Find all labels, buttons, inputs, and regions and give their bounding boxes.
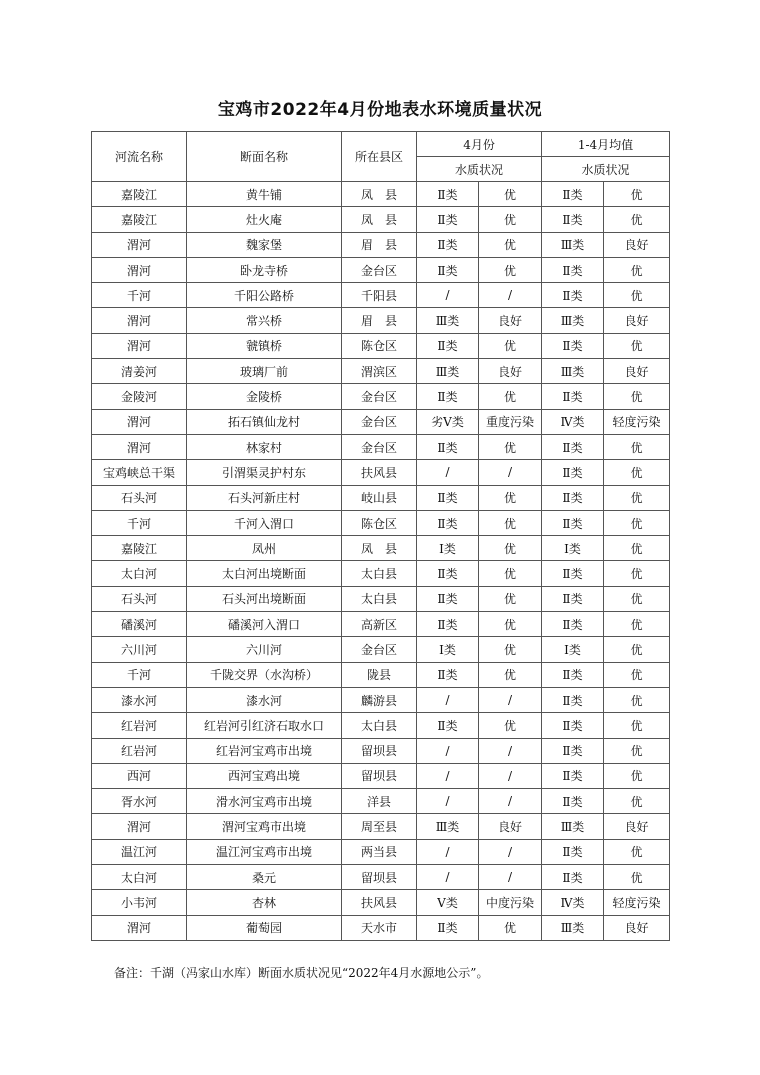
- cell-average-level: 优: [604, 865, 670, 890]
- cell-section: 磻溪河入渭口: [187, 612, 342, 637]
- cell-river: 嘉陵江: [92, 207, 187, 232]
- table-row: [92, 839, 670, 864]
- cell-county: 金台区: [342, 434, 417, 459]
- cell-average-class: Ⅱ类: [542, 283, 604, 308]
- cell-average-class: Ⅱ类: [542, 384, 604, 409]
- cell-county: 陈仓区: [342, 333, 417, 358]
- table-row: [92, 333, 670, 358]
- cell-april-class: Ⅱ类: [417, 434, 479, 459]
- table-header: [92, 132, 670, 182]
- cell-county: 周至县: [342, 814, 417, 839]
- cell-county: 眉 县: [342, 308, 417, 333]
- cell-river: 胥水河: [92, 789, 187, 814]
- table-row: [92, 662, 670, 687]
- cell-river: 渭河: [92, 333, 187, 358]
- cell-river: 石头河: [92, 586, 187, 611]
- table-row: [92, 257, 670, 282]
- cell-county: 渭滨区: [342, 359, 417, 384]
- cell-april-level: 优: [479, 510, 542, 535]
- cell-section: 红岩河引红济石取水口: [187, 713, 342, 738]
- table-row: [92, 232, 670, 257]
- cell-section: 温江河宝鸡市出境: [187, 839, 342, 864]
- cell-average-level: 优: [604, 536, 670, 561]
- cell-april-level: 优: [479, 612, 542, 637]
- cell-river: 渭河: [92, 434, 187, 459]
- cell-county: 高新区: [342, 612, 417, 637]
- cell-april-level: 良好: [479, 308, 542, 333]
- table-row: [92, 890, 670, 915]
- cell-average-class: Ⅱ类: [542, 510, 604, 535]
- cell-average-class: Ⅲ类: [542, 915, 604, 940]
- cell-april-class: Ⅱ类: [417, 485, 479, 510]
- cell-average-level: 良好: [604, 915, 670, 940]
- cell-average-class: Ⅳ类: [542, 409, 604, 434]
- table-row: [92, 510, 670, 535]
- cell-april-class: /: [417, 460, 479, 485]
- cell-april-class: /: [417, 865, 479, 890]
- cell-river: 红岩河: [92, 713, 187, 738]
- cell-april-class: Ⅱ类: [417, 713, 479, 738]
- cell-county: 眉 县: [342, 232, 417, 257]
- header-county: 所在县区: [342, 132, 417, 182]
- header-average-status: 水质状况: [542, 157, 670, 182]
- cell-county: 岐山县: [342, 485, 417, 510]
- cell-section: 红岩河宝鸡市出境: [187, 738, 342, 763]
- table-row: [92, 308, 670, 333]
- cell-average-class: Ⅱ类: [542, 460, 604, 485]
- cell-april-level: 优: [479, 915, 542, 940]
- cell-county: 太白县: [342, 713, 417, 738]
- cell-county: 扶风县: [342, 890, 417, 915]
- cell-average-level: 优: [604, 586, 670, 611]
- cell-average-class: Ⅱ类: [542, 687, 604, 712]
- cell-section: 引渭渠灵护村东: [187, 460, 342, 485]
- cell-county: 太白县: [342, 586, 417, 611]
- cell-county: 天水市: [342, 915, 417, 940]
- cell-average-class: Ⅲ类: [542, 232, 604, 257]
- table-row: [92, 359, 670, 384]
- cell-average-class: Ⅰ类: [542, 637, 604, 662]
- table-row: [92, 182, 670, 207]
- cell-april-class: Ⅱ类: [417, 232, 479, 257]
- cell-april-class: Ⅱ类: [417, 612, 479, 637]
- cell-river: 石头河: [92, 485, 187, 510]
- cell-april-class: Ⅱ类: [417, 207, 479, 232]
- cell-section: 千阳公路桥: [187, 283, 342, 308]
- cell-county: 凤 县: [342, 182, 417, 207]
- cell-average-class: Ⅰ类: [542, 536, 604, 561]
- cell-average-level: 优: [604, 460, 670, 485]
- cell-april-level: 优: [479, 384, 542, 409]
- cell-section: 常兴桥: [187, 308, 342, 333]
- cell-county: 金台区: [342, 257, 417, 282]
- cell-april-class: /: [417, 789, 479, 814]
- cell-average-level: 优: [604, 283, 670, 308]
- cell-average-level: 优: [604, 182, 670, 207]
- cell-average-class: Ⅱ类: [542, 865, 604, 890]
- cell-average-level: 优: [604, 384, 670, 409]
- cell-average-class: Ⅳ类: [542, 890, 604, 915]
- footnote: 备注：千湖（冯家山水库）断面水质状况见“2022年4月水源地公示”。: [114, 966, 489, 980]
- cell-section: 拓石镇仙龙村: [187, 409, 342, 434]
- cell-april-class: /: [417, 763, 479, 788]
- cell-april-level: /: [479, 283, 542, 308]
- cell-average-class: Ⅱ类: [542, 738, 604, 763]
- table-row: [92, 814, 670, 839]
- table-row: [92, 763, 670, 788]
- table-row: [92, 612, 670, 637]
- cell-april-class: /: [417, 283, 479, 308]
- cell-april-class: 劣Ⅴ类: [417, 409, 479, 434]
- cell-average-level: 优: [604, 789, 670, 814]
- cell-average-level: 优: [604, 713, 670, 738]
- cell-april-level: 良好: [479, 814, 542, 839]
- cell-county: 千阳县: [342, 283, 417, 308]
- cell-april-class: Ⅰ类: [417, 637, 479, 662]
- cell-average-level: 优: [604, 738, 670, 763]
- cell-section: 滑水河宝鸡市出境: [187, 789, 342, 814]
- cell-section: 林家村: [187, 434, 342, 459]
- cell-april-level: /: [479, 763, 542, 788]
- cell-section: 六川河: [187, 637, 342, 662]
- cell-average-level: 优: [604, 839, 670, 864]
- cell-section: 杏林: [187, 890, 342, 915]
- cell-river: 西河: [92, 763, 187, 788]
- cell-river: 金陵河: [92, 384, 187, 409]
- cell-river: 嘉陵江: [92, 536, 187, 561]
- cell-average-level: 优: [604, 257, 670, 282]
- cell-april-class: Ⅲ类: [417, 308, 479, 333]
- cell-average-class: Ⅱ类: [542, 612, 604, 637]
- table-row: [92, 561, 670, 586]
- cell-april-class: Ⅱ类: [417, 384, 479, 409]
- cell-county: 凤 县: [342, 536, 417, 561]
- cell-county: 留坝县: [342, 738, 417, 763]
- cell-april-class: Ⅱ类: [417, 333, 479, 358]
- cell-april-level: 优: [479, 536, 542, 561]
- cell-april-class: /: [417, 687, 479, 712]
- cell-county: 陇县: [342, 662, 417, 687]
- cell-april-class: Ⅴ类: [417, 890, 479, 915]
- cell-average-class: Ⅲ类: [542, 359, 604, 384]
- table-row: [92, 485, 670, 510]
- table-row: [92, 536, 670, 561]
- cell-county: 留坝县: [342, 865, 417, 890]
- cell-april-level: 优: [479, 333, 542, 358]
- cell-section: 玻璃厂前: [187, 359, 342, 384]
- cell-average-level: 优: [604, 687, 670, 712]
- cell-river: 渭河: [92, 814, 187, 839]
- cell-april-level: 优: [479, 434, 542, 459]
- cell-april-class: /: [417, 738, 479, 763]
- cell-average-level: 优: [604, 612, 670, 637]
- cell-river: 磻溪河: [92, 612, 187, 637]
- cell-april-level: 优: [479, 662, 542, 687]
- header-april: 4月份: [417, 132, 542, 157]
- cell-april-class: Ⅱ类: [417, 510, 479, 535]
- cell-april-class: Ⅱ类: [417, 662, 479, 687]
- cell-average-class: Ⅱ类: [542, 207, 604, 232]
- table-row: [92, 738, 670, 763]
- cell-section: 葡萄园: [187, 915, 342, 940]
- cell-average-class: Ⅱ类: [542, 182, 604, 207]
- cell-section: 凤州: [187, 536, 342, 561]
- cell-county: 太白县: [342, 561, 417, 586]
- cell-average-level: 优: [604, 662, 670, 687]
- cell-river: 渭河: [92, 308, 187, 333]
- cell-river: 红岩河: [92, 738, 187, 763]
- cell-section: 渭河宝鸡市出境: [187, 814, 342, 839]
- cell-average-level: 优: [604, 637, 670, 662]
- cell-april-level: 优: [479, 561, 542, 586]
- table-row: [92, 713, 670, 738]
- cell-section: 金陵桥: [187, 384, 342, 409]
- cell-river: 温江河: [92, 839, 187, 864]
- cell-april-level: 优: [479, 586, 542, 611]
- table-row: [92, 789, 670, 814]
- cell-section: 桑元: [187, 865, 342, 890]
- cell-river: 渭河: [92, 409, 187, 434]
- cell-april-class: Ⅱ类: [417, 182, 479, 207]
- cell-county: 洋县: [342, 789, 417, 814]
- cell-river: 清姜河: [92, 359, 187, 384]
- cell-average-level: 良好: [604, 232, 670, 257]
- cell-county: 金台区: [342, 637, 417, 662]
- header-jan-apr-average: 1-4月均值: [542, 132, 670, 157]
- cell-section: 千陇交界（水沟桥）: [187, 662, 342, 687]
- cell-april-class: Ⅱ类: [417, 915, 479, 940]
- cell-april-level: /: [479, 839, 542, 864]
- header-river-name: 河流名称: [92, 132, 187, 182]
- cell-county: 扶风县: [342, 460, 417, 485]
- cell-section: 卧龙寺桥: [187, 257, 342, 282]
- table-row: [92, 409, 670, 434]
- cell-river: 宝鸡峡总干渠: [92, 460, 187, 485]
- cell-april-level: 优: [479, 182, 542, 207]
- cell-section: 西河宝鸡出境: [187, 763, 342, 788]
- cell-river: 千河: [92, 662, 187, 687]
- cell-april-class: Ⅱ类: [417, 561, 479, 586]
- cell-average-class: Ⅱ类: [542, 257, 604, 282]
- cell-average-level: 轻度污染: [604, 890, 670, 915]
- cell-average-class: Ⅱ类: [542, 789, 604, 814]
- cell-april-level: /: [479, 460, 542, 485]
- cell-river: 太白河: [92, 561, 187, 586]
- table-body: [92, 182, 670, 941]
- cell-section: 黄牛铺: [187, 182, 342, 207]
- cell-april-level: 优: [479, 257, 542, 282]
- table-row: [92, 384, 670, 409]
- cell-average-level: 优: [604, 763, 670, 788]
- cell-section: 千河入渭口: [187, 510, 342, 535]
- cell-county: 留坝县: [342, 763, 417, 788]
- cell-average-class: Ⅲ类: [542, 308, 604, 333]
- cell-april-level: 优: [479, 637, 542, 662]
- cell-april-class: /: [417, 839, 479, 864]
- table-row: [92, 434, 670, 459]
- cell-average-level: 优: [604, 485, 670, 510]
- header-april-status: 水质状况: [417, 157, 542, 182]
- cell-section: 石头河出境断面: [187, 586, 342, 611]
- cell-april-level: 优: [479, 485, 542, 510]
- cell-average-level: 优: [604, 207, 670, 232]
- cell-average-class: Ⅱ类: [542, 713, 604, 738]
- cell-section: 石头河新庄村: [187, 485, 342, 510]
- cell-average-class: Ⅱ类: [542, 561, 604, 586]
- header-section-name: 断面名称: [187, 132, 342, 182]
- cell-april-class: Ⅱ类: [417, 586, 479, 611]
- cell-section: 灶火庵: [187, 207, 342, 232]
- cell-average-class: Ⅱ类: [542, 485, 604, 510]
- cell-average-level: 良好: [604, 814, 670, 839]
- cell-river: 嘉陵江: [92, 182, 187, 207]
- cell-section: 漆水河: [187, 687, 342, 712]
- cell-average-class: Ⅲ类: [542, 814, 604, 839]
- cell-average-class: Ⅱ类: [542, 333, 604, 358]
- cell-average-class: Ⅱ类: [542, 662, 604, 687]
- cell-river: 小韦河: [92, 890, 187, 915]
- cell-april-level: /: [479, 687, 542, 712]
- cell-april-level: 重度污染: [479, 409, 542, 434]
- cell-river: 渭河: [92, 257, 187, 282]
- cell-river: 千河: [92, 283, 187, 308]
- table-row: [92, 865, 670, 890]
- cell-average-level: 优: [604, 510, 670, 535]
- cell-april-level: 优: [479, 713, 542, 738]
- cell-april-level: 优: [479, 232, 542, 257]
- cell-river: 太白河: [92, 865, 187, 890]
- cell-april-level: /: [479, 738, 542, 763]
- cell-river: 渭河: [92, 915, 187, 940]
- cell-average-level: 优: [604, 434, 670, 459]
- table-row: [92, 637, 670, 662]
- cell-april-level: 良好: [479, 359, 542, 384]
- cell-section: 魏家堡: [187, 232, 342, 257]
- cell-county: 金台区: [342, 384, 417, 409]
- table-row: [92, 687, 670, 712]
- cell-average-level: 优: [604, 333, 670, 358]
- cell-april-class: Ⅲ类: [417, 359, 479, 384]
- cell-april-level: 中度污染: [479, 890, 542, 915]
- cell-average-level: 良好: [604, 308, 670, 333]
- table-row: [92, 283, 670, 308]
- cell-april-class: Ⅰ类: [417, 536, 479, 561]
- table-row: [92, 915, 670, 940]
- cell-average-level: 轻度污染: [604, 409, 670, 434]
- cell-average-class: Ⅱ类: [542, 839, 604, 864]
- cell-river: 渭河: [92, 232, 187, 257]
- water-quality-table: [91, 131, 670, 941]
- cell-county: 金台区: [342, 409, 417, 434]
- cell-april-level: 优: [479, 207, 542, 232]
- cell-county: 麟游县: [342, 687, 417, 712]
- page-title: 宝鸡市2022年4月份地表水环境质量状况: [217, 100, 543, 120]
- cell-average-class: Ⅱ类: [542, 434, 604, 459]
- cell-river: 漆水河: [92, 687, 187, 712]
- cell-river: 千河: [92, 510, 187, 535]
- table-row: [92, 460, 670, 485]
- cell-average-class: Ⅱ类: [542, 586, 604, 611]
- cell-april-level: /: [479, 789, 542, 814]
- cell-river: 六川河: [92, 637, 187, 662]
- cell-county: 凤 县: [342, 207, 417, 232]
- cell-april-class: Ⅱ类: [417, 257, 479, 282]
- cell-average-level: 良好: [604, 359, 670, 384]
- cell-april-class: Ⅲ类: [417, 814, 479, 839]
- table-row: [92, 586, 670, 611]
- cell-county: 两当县: [342, 839, 417, 864]
- table-row: [92, 207, 670, 232]
- cell-section: 虢镇桥: [187, 333, 342, 358]
- cell-section: 太白河出境断面: [187, 561, 342, 586]
- cell-average-level: 优: [604, 561, 670, 586]
- cell-county: 陈仓区: [342, 510, 417, 535]
- cell-april-level: /: [479, 865, 542, 890]
- cell-average-class: Ⅱ类: [542, 763, 604, 788]
